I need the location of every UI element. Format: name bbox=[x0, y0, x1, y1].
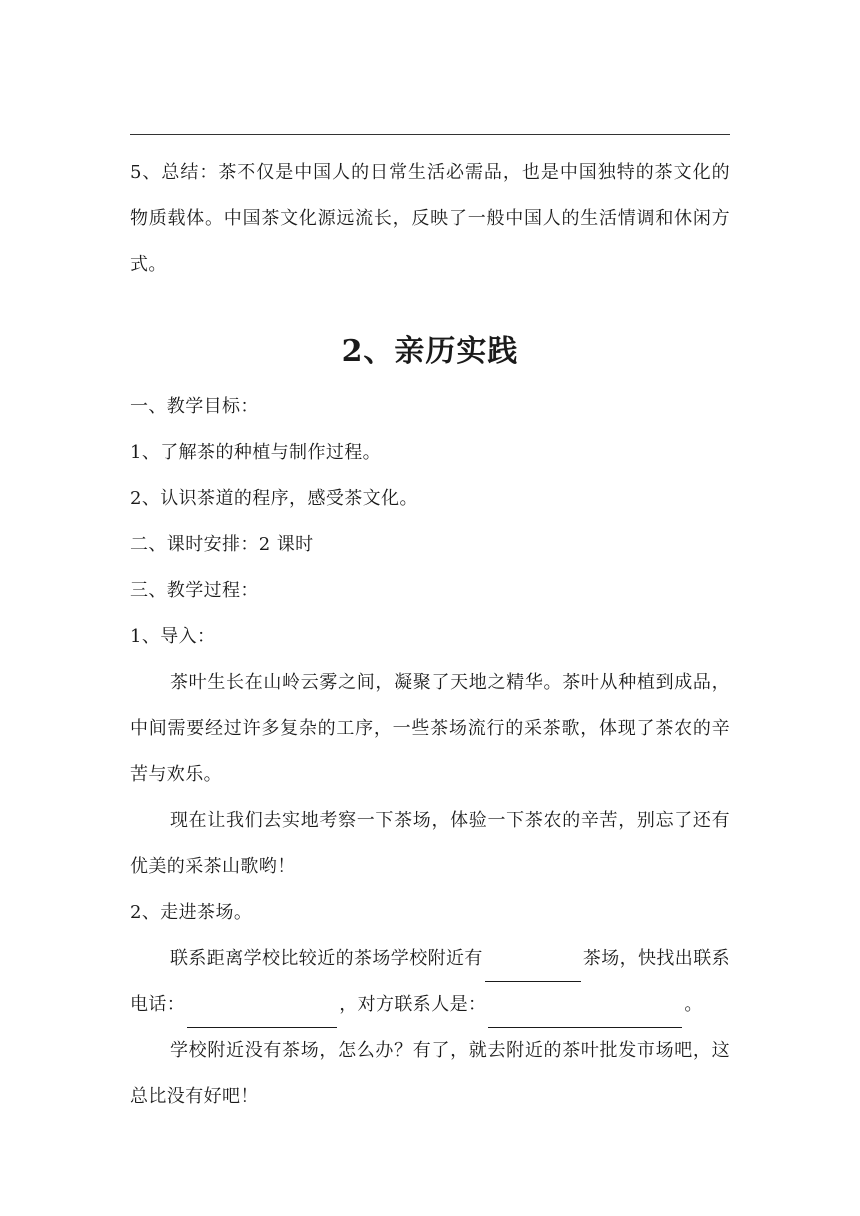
visit-paragraph-2: 学校附近没有茶场，怎么办？有了，就去附近的茶叶批发市场吧，这总比没有好吧！ bbox=[130, 1040, 730, 1107]
intro-heading: 1、导入： bbox=[130, 626, 216, 647]
fill-text-4: 。 bbox=[684, 994, 703, 1015]
summary-paragraph: 5、总结：茶不仅是中国人的日常生活必需品，也是中国独特的茶文化的物质载体。中国茶文化源远流长，反映了一般中国人的生活情调和休闲方式。 bbox=[130, 162, 730, 275]
fill-text-3: ，对方联系人是： bbox=[339, 994, 487, 1015]
phone-number-blank[interactable] bbox=[187, 1003, 337, 1028]
tea-farm-name-blank[interactable] bbox=[485, 957, 581, 982]
goal-item-1: 1、了解茶的种植与制作过程。 bbox=[130, 442, 382, 463]
header-rule bbox=[130, 134, 730, 135]
document-body bbox=[130, 150, 730, 1120]
visit-fill-paragraph bbox=[130, 936, 730, 1028]
process-heading: 三、教学过程： bbox=[130, 580, 259, 601]
intro-paragraph-2: 现在让我们去实地考察一下茶场，体验一下茶农的辛苦，别忘了还有优美的采茶山歌哟！ bbox=[130, 810, 730, 877]
visit-heading: 2、走进茶场。 bbox=[130, 902, 253, 923]
goal-item-2: 2、认识茶道的程序，感受茶文化。 bbox=[130, 488, 418, 509]
fill-text-2: 茶场，快找出联系电话： bbox=[130, 948, 731, 1015]
intro-paragraph-1: 茶叶生长在山岭云雾之间，凝聚了天地之精华。茶叶从种植到成品，中间需要经过许多复杂的工序，一些茶场流行的采茶歌，体现了茶农的辛苦与欢乐。 bbox=[130, 672, 730, 785]
section-title: 2、亲历实践 bbox=[341, 334, 519, 369]
schedule-line: 二、课时安排：2 课时 bbox=[130, 534, 314, 555]
fill-text-1: 联系距离学校比较近的茶场学校附近有 bbox=[170, 948, 483, 969]
contact-person-blank[interactable] bbox=[488, 1003, 682, 1028]
goals-heading: 一、教学目标： bbox=[130, 396, 259, 417]
